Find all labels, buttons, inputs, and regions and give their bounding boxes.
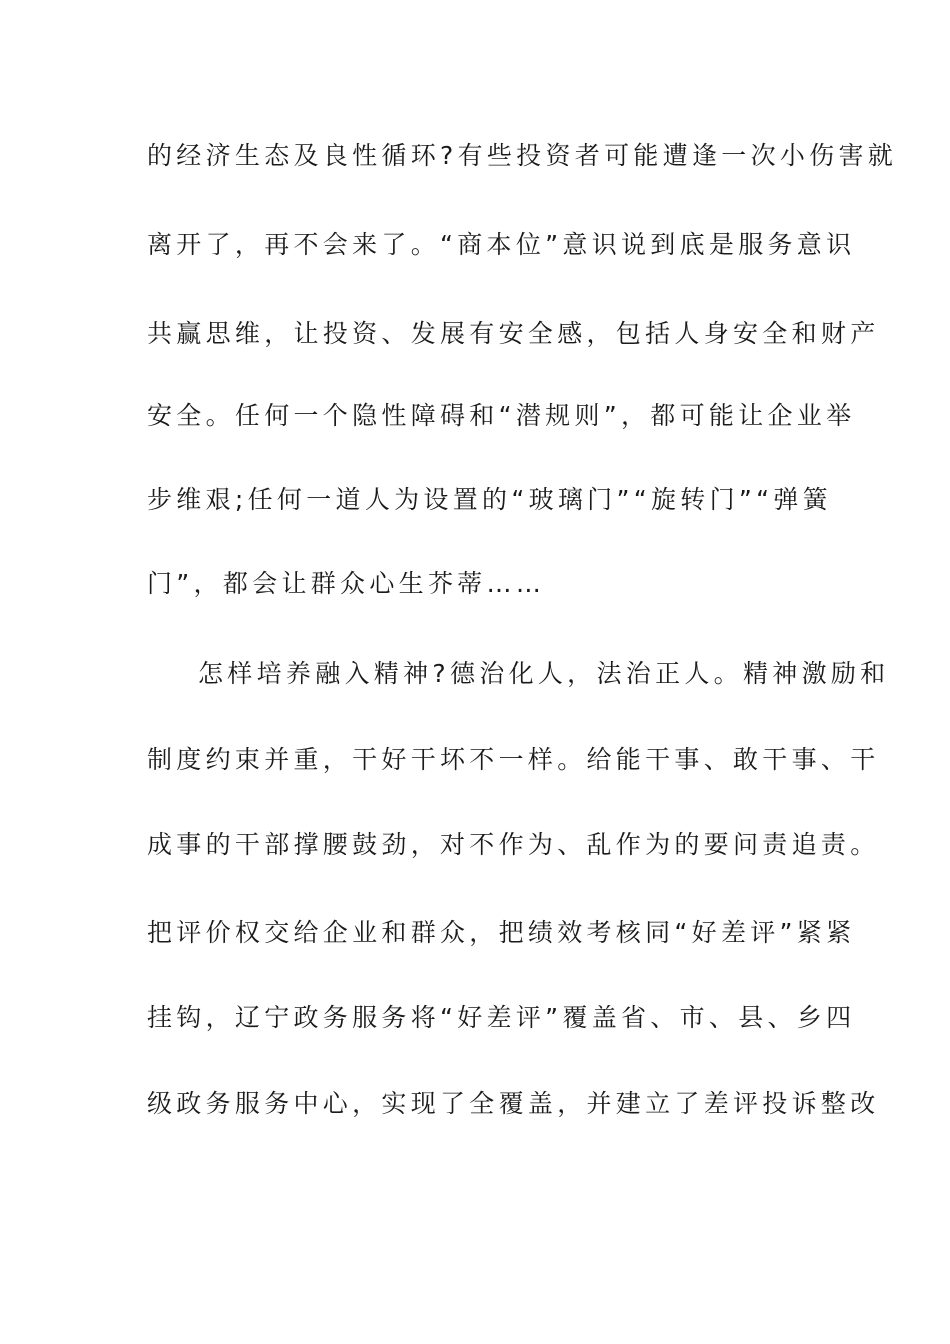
- paragraph-line: 共赢思维，让投资、发展有安全感，包括人身安全和财产: [147, 319, 880, 348]
- paragraph-line: 挂钩，辽宁政务服务将“好差评”覆盖省、市、县、乡四: [147, 1003, 856, 1032]
- paragraph-line: 级政务服务中心，实现了全覆盖，并建立了差评投诉整改: [147, 1089, 880, 1118]
- paragraph-line: 的经济生态及良性循环?有些投资者可能遭逢一次小伤害就: [147, 141, 898, 170]
- paragraph-line: 门”，都会让群众心生芥蒂……: [147, 569, 546, 598]
- paragraph-line: 怎样培养融入精神?德治化人，法治正人。精神激励和: [198, 659, 890, 688]
- paragraph-line: 步维艰;任何一道人为设置的“玻璃门”“旋转门”“弹簧: [147, 485, 832, 514]
- paragraph-line: 安全。任何一个隐性障碍和“潜规则”，都可能让企业举: [147, 401, 856, 430]
- paragraph-line: 把评价权交给企业和群众，把绩效考核同“好差评”紧紧: [147, 918, 856, 947]
- paragraph-line: 制度约束并重，干好干坏不一样。给能干事、敢干事、干: [147, 745, 880, 774]
- paragraph-line: 成事的干部撑腰鼓劲，对不作为、乱作为的要问责追责。: [147, 830, 880, 859]
- paragraph-line: 离开了，再不会来了。“商本位”意识说到底是服务意识: [147, 230, 856, 259]
